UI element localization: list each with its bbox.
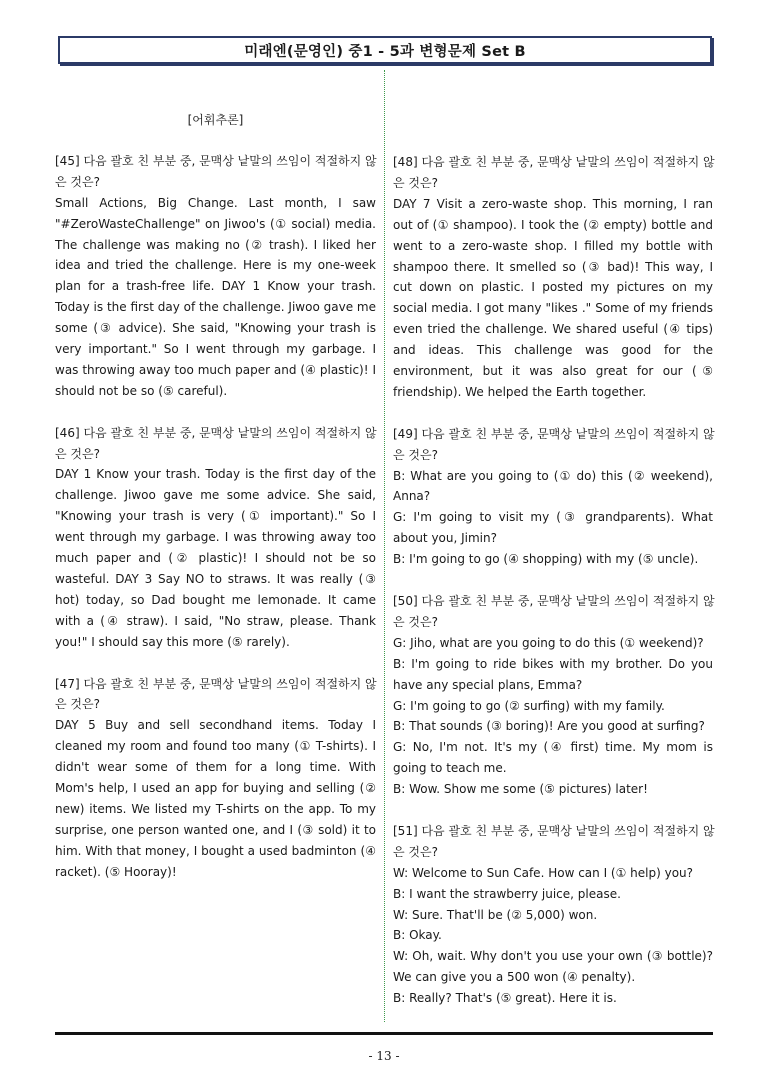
dialogue-line: W: Welcome to Sun Cafe. How can I (① help) you? [393, 865, 694, 880]
dialogue-line: B: I'm going to go (④ shopping) with my (⑤ uncle). [393, 552, 699, 567]
question-50 [393, 591, 713, 800]
question-51 [393, 821, 713, 1009]
dialogue-line: W: Sure. That'll be (② 5,000) won. [393, 907, 598, 922]
question-title-cont: 은 것은? [55, 174, 100, 189]
question-46 [55, 423, 376, 653]
left-column [55, 110, 376, 903]
question-body: DAY 1 Know your trash. Today is the first day of the challenge. Jiwoo gave me some advice. She said, "Knowing your trash is very (① important)." So I went through my garbage. I was throwing away too much paper and (② plastic)! I should not be so wasteful. DAY 3 Say NO to straws. It was really (③ hot) today, so Dad bought me lemonade. It came with a (④ straw). I said, "No straw, please. Thank you!" I should say this more (⑤ rarely). [55, 467, 376, 649]
question-title-cont: 은 것은? [393, 844, 438, 859]
question-title: [45] 다음 괄호 친 부분 중, 문맥상 낱말의 쓰임이 적절하지 않 [55, 153, 377, 168]
dialogue-line: G: Jiho, what are you going to do this (① weekend)? [393, 635, 704, 650]
question-title: [49] 다음 괄호 친 부분 중, 문맥상 낱말의 쓰임이 적절하지 않 [393, 426, 715, 441]
question-title: [50] 다음 괄호 친 부분 중, 문맥상 낱말의 쓰임이 적절하지 않 [393, 594, 715, 608]
question-title: [46] 다음 괄호 친 부분 중, 문맥상 낱말의 쓰임이 적절하지 않 [55, 425, 377, 440]
question-title-cont: 은 것은? [55, 697, 100, 712]
question-48 [393, 152, 713, 403]
dialogue-line: B: Really? That's (⑤ great). Here it is. [393, 991, 617, 1006]
page-title: 미래엔(문영인) 중1 - 5과 변형문제 Set B [58, 36, 712, 64]
question-45 [55, 151, 376, 402]
dialogue-line: B: I want the strawberry juice, please. [393, 886, 621, 901]
question-title-cont: 은 것은? [393, 614, 438, 629]
dialogue-line: B: Wow. Show me some (⑤ pictures) later! [393, 782, 648, 797]
right-column [393, 152, 713, 1030]
question-title: [48] 다음 괄호 친 부분 중, 문맥상 낱말의 쓰임이 적절하지 않 [393, 155, 715, 169]
question-title-cont: 은 것은? [55, 446, 100, 461]
section-label: [어휘추론] [187, 113, 244, 127]
question-body: Small Actions, Big Change. Last month, I saw "#ZeroWasteChallenge" on Jiwoo's (① social) media. The challenge was making no (② trash). I liked her idea and tried the challenge. Here is my one-week plan for a trash-free life. DAY 1 Know your trash. Today is the first day of the challenge. Jiwoo gave me some (③ advice). She said, "Knowing your trash is very important." So I went through my garbage. I was throwing away too much paper and (④ plastic)! I should not be so (⑤ careful). [55, 195, 376, 398]
dialogue-line: G: No, I'm not. It's my (④ first) time. My mom is going to teach me. [393, 740, 713, 776]
question-body: DAY 7 Visit a zero-waste shop. This morning, I ran out of (① shampoo). I took the (② empty) bottle and went to a zero-waste shop. I filled my bottle with shampoo there. It smelled so (③ bad)! This way, I cut down on plastic. I posted my pictures on my social media. I got many "likes ." Some of my friends even tried the challenge. We shared useful (④ tips) and ideas. This challenge was good for the environment, but it was also great for our (⑤ friendship). We helped the Earth together. [393, 196, 713, 399]
question-title: [51] 다음 괄호 친 부분 중, 문맥상 낱말의 쓰임이 적절하지 않 [393, 823, 715, 838]
dialogue-line: B: That sounds (③ boring)! Are you good at surfing? [393, 719, 705, 734]
footer-rule [55, 1032, 713, 1035]
column-divider [384, 70, 385, 1022]
question-47 [55, 674, 376, 883]
dialogue-line: G: I'm going to visit my (③ grandparents). What about you, Jimin? [393, 510, 713, 546]
question-body: DAY 5 Buy and sell secondhand items. Today I cleaned my room and found too many (① T-shirts). I didn't wear some of them for a long time. With Mom's help, I used an app for buying and selling (② new) items. We listed my T-shirts on the app. To my surprise, one person wanted one, and I (③ sold) it to him. With that money, I bought a used badminton (④ racket). (⑤ Hooray)! [55, 718, 376, 879]
page-number: - 13 - [368, 1049, 400, 1063]
dialogue-line: G: I'm going to go (② surfing) with my family. [393, 698, 665, 713]
dialogue-line: B: Okay. [393, 928, 442, 943]
question-title-cont: 은 것은? [393, 175, 438, 190]
dialogue-line: B: What are you going to (① do) this (② weekend), Anna? [393, 468, 713, 504]
dialogue-line: B: I'm going to ride bikes with my brother. Do you have any special plans, Emma? [393, 656, 713, 692]
question-title-cont: 은 것은? [393, 447, 438, 462]
question-49 [393, 424, 713, 570]
question-title: [47] 다음 괄호 친 부분 중, 문맥상 낱말의 쓰임이 적절하지 않 [55, 676, 377, 691]
dialogue-line: W: Oh, wait. Why don't you use your own (③ bottle)? We can give you a 500 won (④ penalty). [393, 949, 713, 985]
